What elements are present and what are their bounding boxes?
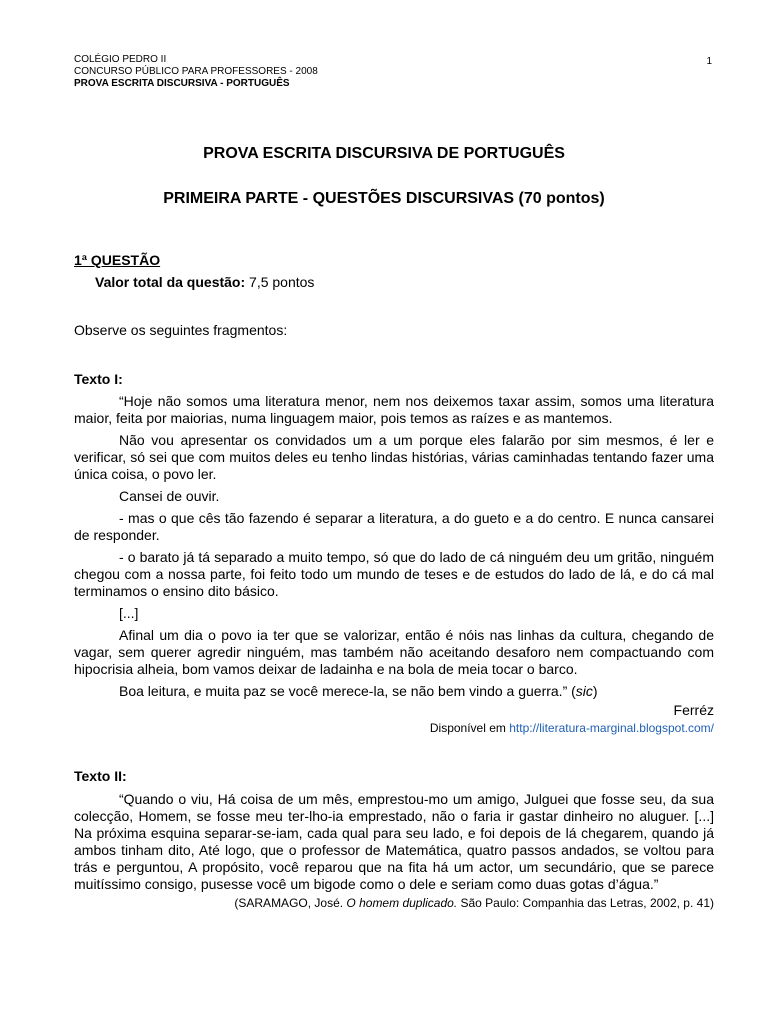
question-value-label: Valor total da questão: (95, 274, 246, 290)
texto1-paragraph: “Hoje não somos uma literatura menor, nem nos deixemos taxar assim, somos uma literatura maior, feita por maiorias, numa linguagem maior, pois temos as raízes e as mantemos. (74, 393, 714, 426)
texto1-paragraph: Afinal um dia o povo ia ter que se valorizar, então é nóis nas linhas da cultura, chegando de vagar, sem querer agredir ninguém, mas também não aceitando desaforo nem compactuando com hipocrisia alheia, bom vamos deixar de ladainha e na bola de meia tocar o barco. (74, 627, 714, 677)
page-number: 1 (706, 56, 712, 67)
source-link[interactable]: http://literatura-marginal.blogspot.com/ (509, 721, 714, 735)
header-exam: PROVA ESCRITA DISCURSIVA - PORTUGUÊS (74, 78, 290, 89)
header-school: COLÉGIO PEDRO II (74, 54, 167, 65)
texto1-last-paragraph (74, 683, 714, 700)
texto1-paragraph: [...] (119, 605, 139, 621)
texto2-citation (74, 896, 714, 911)
citation-end: São Paulo: Companhia das Letras, 2002, p. 41) (457, 896, 714, 910)
citation-start: (SARAMAGO, José. (234, 896, 347, 910)
document-header (74, 54, 318, 90)
texto2-body (74, 791, 714, 911)
texto2-label: Texto II: (74, 768, 127, 784)
question-value (95, 274, 314, 290)
part-title: PRIMEIRA PARTE - QUESTÕES DISCURSIVAS (70 pontos) (163, 190, 605, 207)
texto1-label: Texto I: (74, 371, 123, 387)
texto1-author: Ferréz (673, 702, 714, 718)
texto1-source (74, 721, 714, 736)
texto1-paragraph: Não vou apresentar os convidados um a um porque eles falarão por sim mesmos, é ler e verificar, só sei que com muitos deles eu tenho lindas histórias, várias caminhadas tentando fazer uma única coisa, o povo ler. (74, 432, 714, 482)
texto1-paragraph: - o barato já tá separado a muito tempo, só que do lado de cá ninguém deu um gritão, ninguém chegou com a nossa parte, foi feito todo um mundo de teses e de estudos do lado de lá, e do cá mal terminamos o ensino dito básico. (74, 549, 714, 599)
instruction-text: Observe os seguintes fragmentos: (74, 322, 288, 338)
question-heading: 1ª QUESTÃO (74, 252, 161, 268)
texto1-last-end: ) (592, 683, 598, 699)
texto2-paragraph: “Quando o viu, Há coisa de um mês, emprestou-mo um amigo, Julguei que fosse seu, da sua colecção, Homem, se fosse meu ter-lho-ia emprestado, não o faria ir gastar dinheiro no aluguer. [...] Na próxima esquina separar-se-iam, cada qual para seu lado, e foi depois de lá chegarem, quando já ambos tinham dito, Até logo, que o professor de Matemática, quatro passos andados, se voltou para trás e perguntou, A propósito, você reparou que na fita há um actor, um secundário, que se parece muitíssimo consigo, pusesse você um bigode como o dele e seriam como duas gotas d’água.” (74, 791, 714, 892)
sic-mark: sic (575, 683, 593, 699)
main-title: PROVA ESCRITA DISCURSIVA DE PORTUGUÊS (203, 145, 565, 162)
header-contest: CONCURSO PÚBLICO PARA PROFESSORES - 2008 (74, 66, 318, 77)
texto1-body (74, 393, 714, 736)
source-prefix: Disponível em (429, 721, 510, 735)
texto1-paragraph: Cansei de ouvir. (119, 488, 220, 504)
question-value-points: 7,5 pontos (249, 274, 315, 290)
texto1-paragraph: - mas o que cês tão fazendo é separar a literatura, a do gueto e a do centro. E nunca cansarei de responder. (74, 510, 714, 543)
texto1-last-text: Boa leitura, e muita paz se você merece-la, se não bem vindo a guerra.” ( (119, 683, 576, 699)
citation-title: O homem duplicado. (346, 896, 458, 910)
